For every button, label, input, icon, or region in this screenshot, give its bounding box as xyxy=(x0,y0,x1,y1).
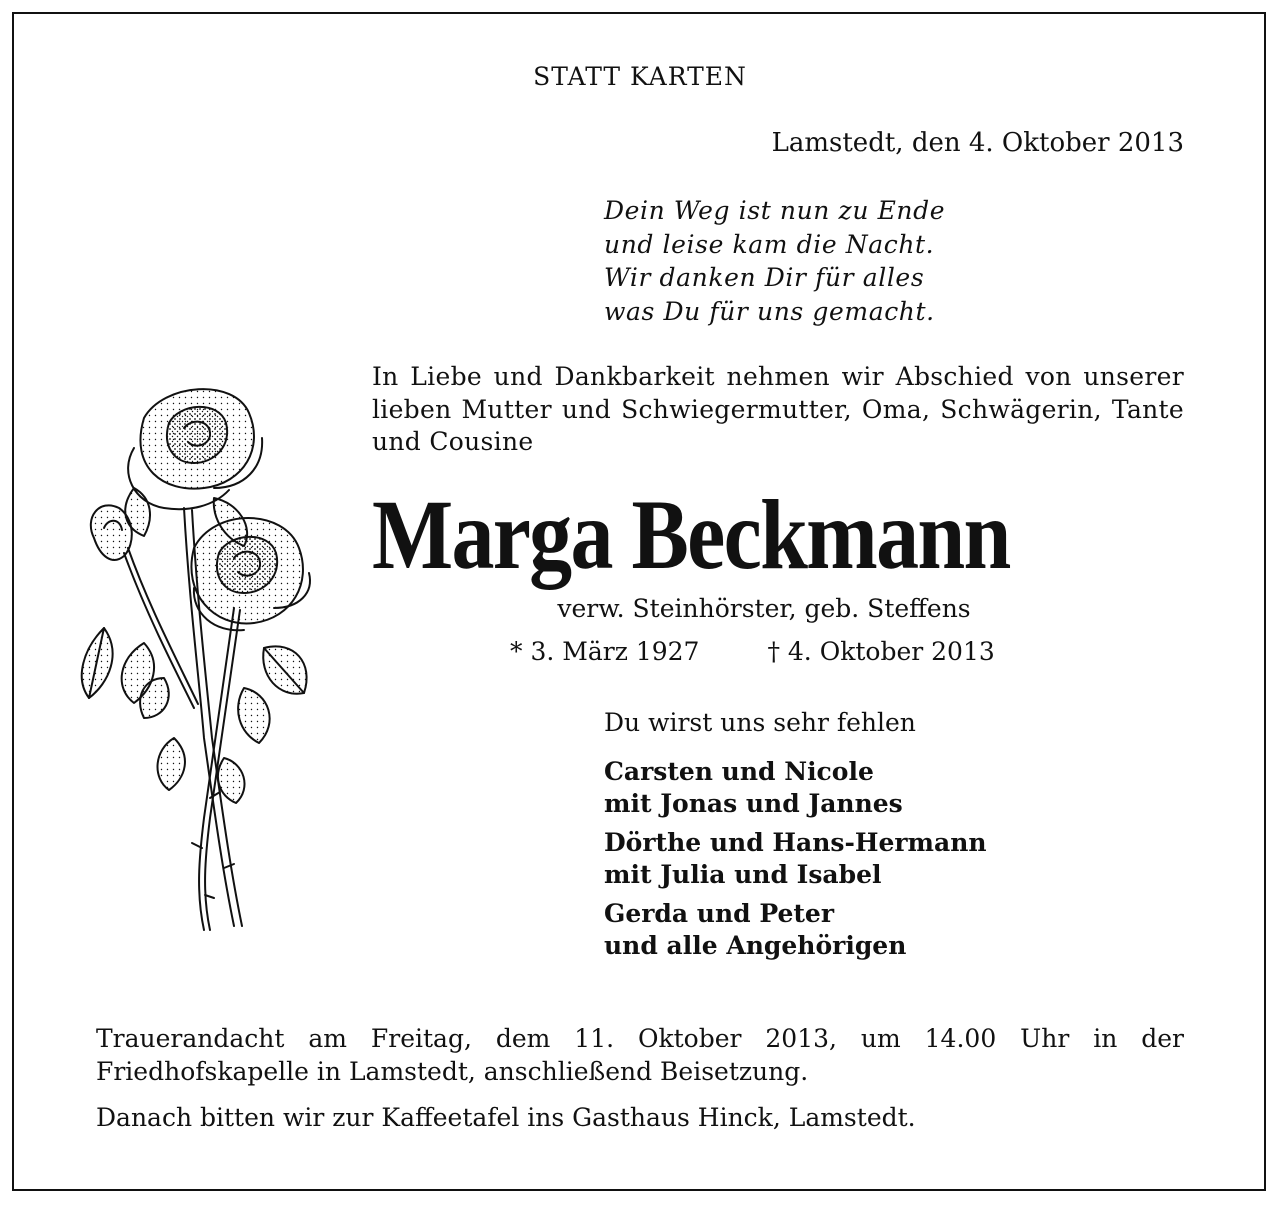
mourner-group xyxy=(604,898,987,962)
mourner-group xyxy=(604,756,987,820)
birth-date: * 3. März 1927 xyxy=(510,637,700,666)
service-details: Trauerandacht am Freitag, dem 11. Oktober 2013, um 14.00 Uhr in der Friedhofskapelle in Lamstedt, anschließend Beisetzung. xyxy=(96,1024,1184,1086)
mourner-line: mit Julia und Isabel xyxy=(604,860,882,889)
mourner-group xyxy=(604,827,987,891)
poem-line: was Du für uns gemacht. xyxy=(604,296,935,326)
farewell-intro: In Liebe und Dankbarkeit nehmen wir Abschied von unserer lieben Mutter und Schwiegermutter, Oma, Schwägerin, Tante und Cousine xyxy=(372,362,1184,456)
notice-header: STATT KARTEN xyxy=(533,62,747,91)
place-and-date: Lamstedt, den 4. Oktober 2013 xyxy=(771,128,1184,158)
mourners-intro: Du wirst uns sehr fehlen xyxy=(604,708,916,737)
mourner-line: und alle Angehörigen xyxy=(604,931,907,960)
deceased-maiden-name: verw. Steinhörster, geb. Steffens xyxy=(557,594,971,623)
poem-line: und leise kam die Nacht. xyxy=(604,229,935,259)
death-date: † 4. Oktober 2013 xyxy=(767,637,995,666)
life-dates xyxy=(510,637,995,666)
rose-illustration xyxy=(64,378,324,938)
poem-line: Wir danken Dir für alles xyxy=(604,263,925,292)
reception-details: Danach bitten wir zur Kaffeetafel ins Gasthaus Hinck, Lamstedt. xyxy=(96,1103,916,1132)
mourner-line: Carsten und Nicole xyxy=(604,757,874,786)
mourners-list xyxy=(604,756,987,969)
poem-line: Dein Weg ist nun zu Ende xyxy=(604,196,946,225)
mourner-line: mit Jonas und Jannes xyxy=(604,789,903,818)
mourner-line: Dörthe und Hans-Hermann xyxy=(604,828,987,857)
mourner-line: Gerda und Peter xyxy=(604,899,835,928)
memorial-poem xyxy=(604,194,945,328)
deceased-name: Marga Beckmann xyxy=(372,479,1010,590)
